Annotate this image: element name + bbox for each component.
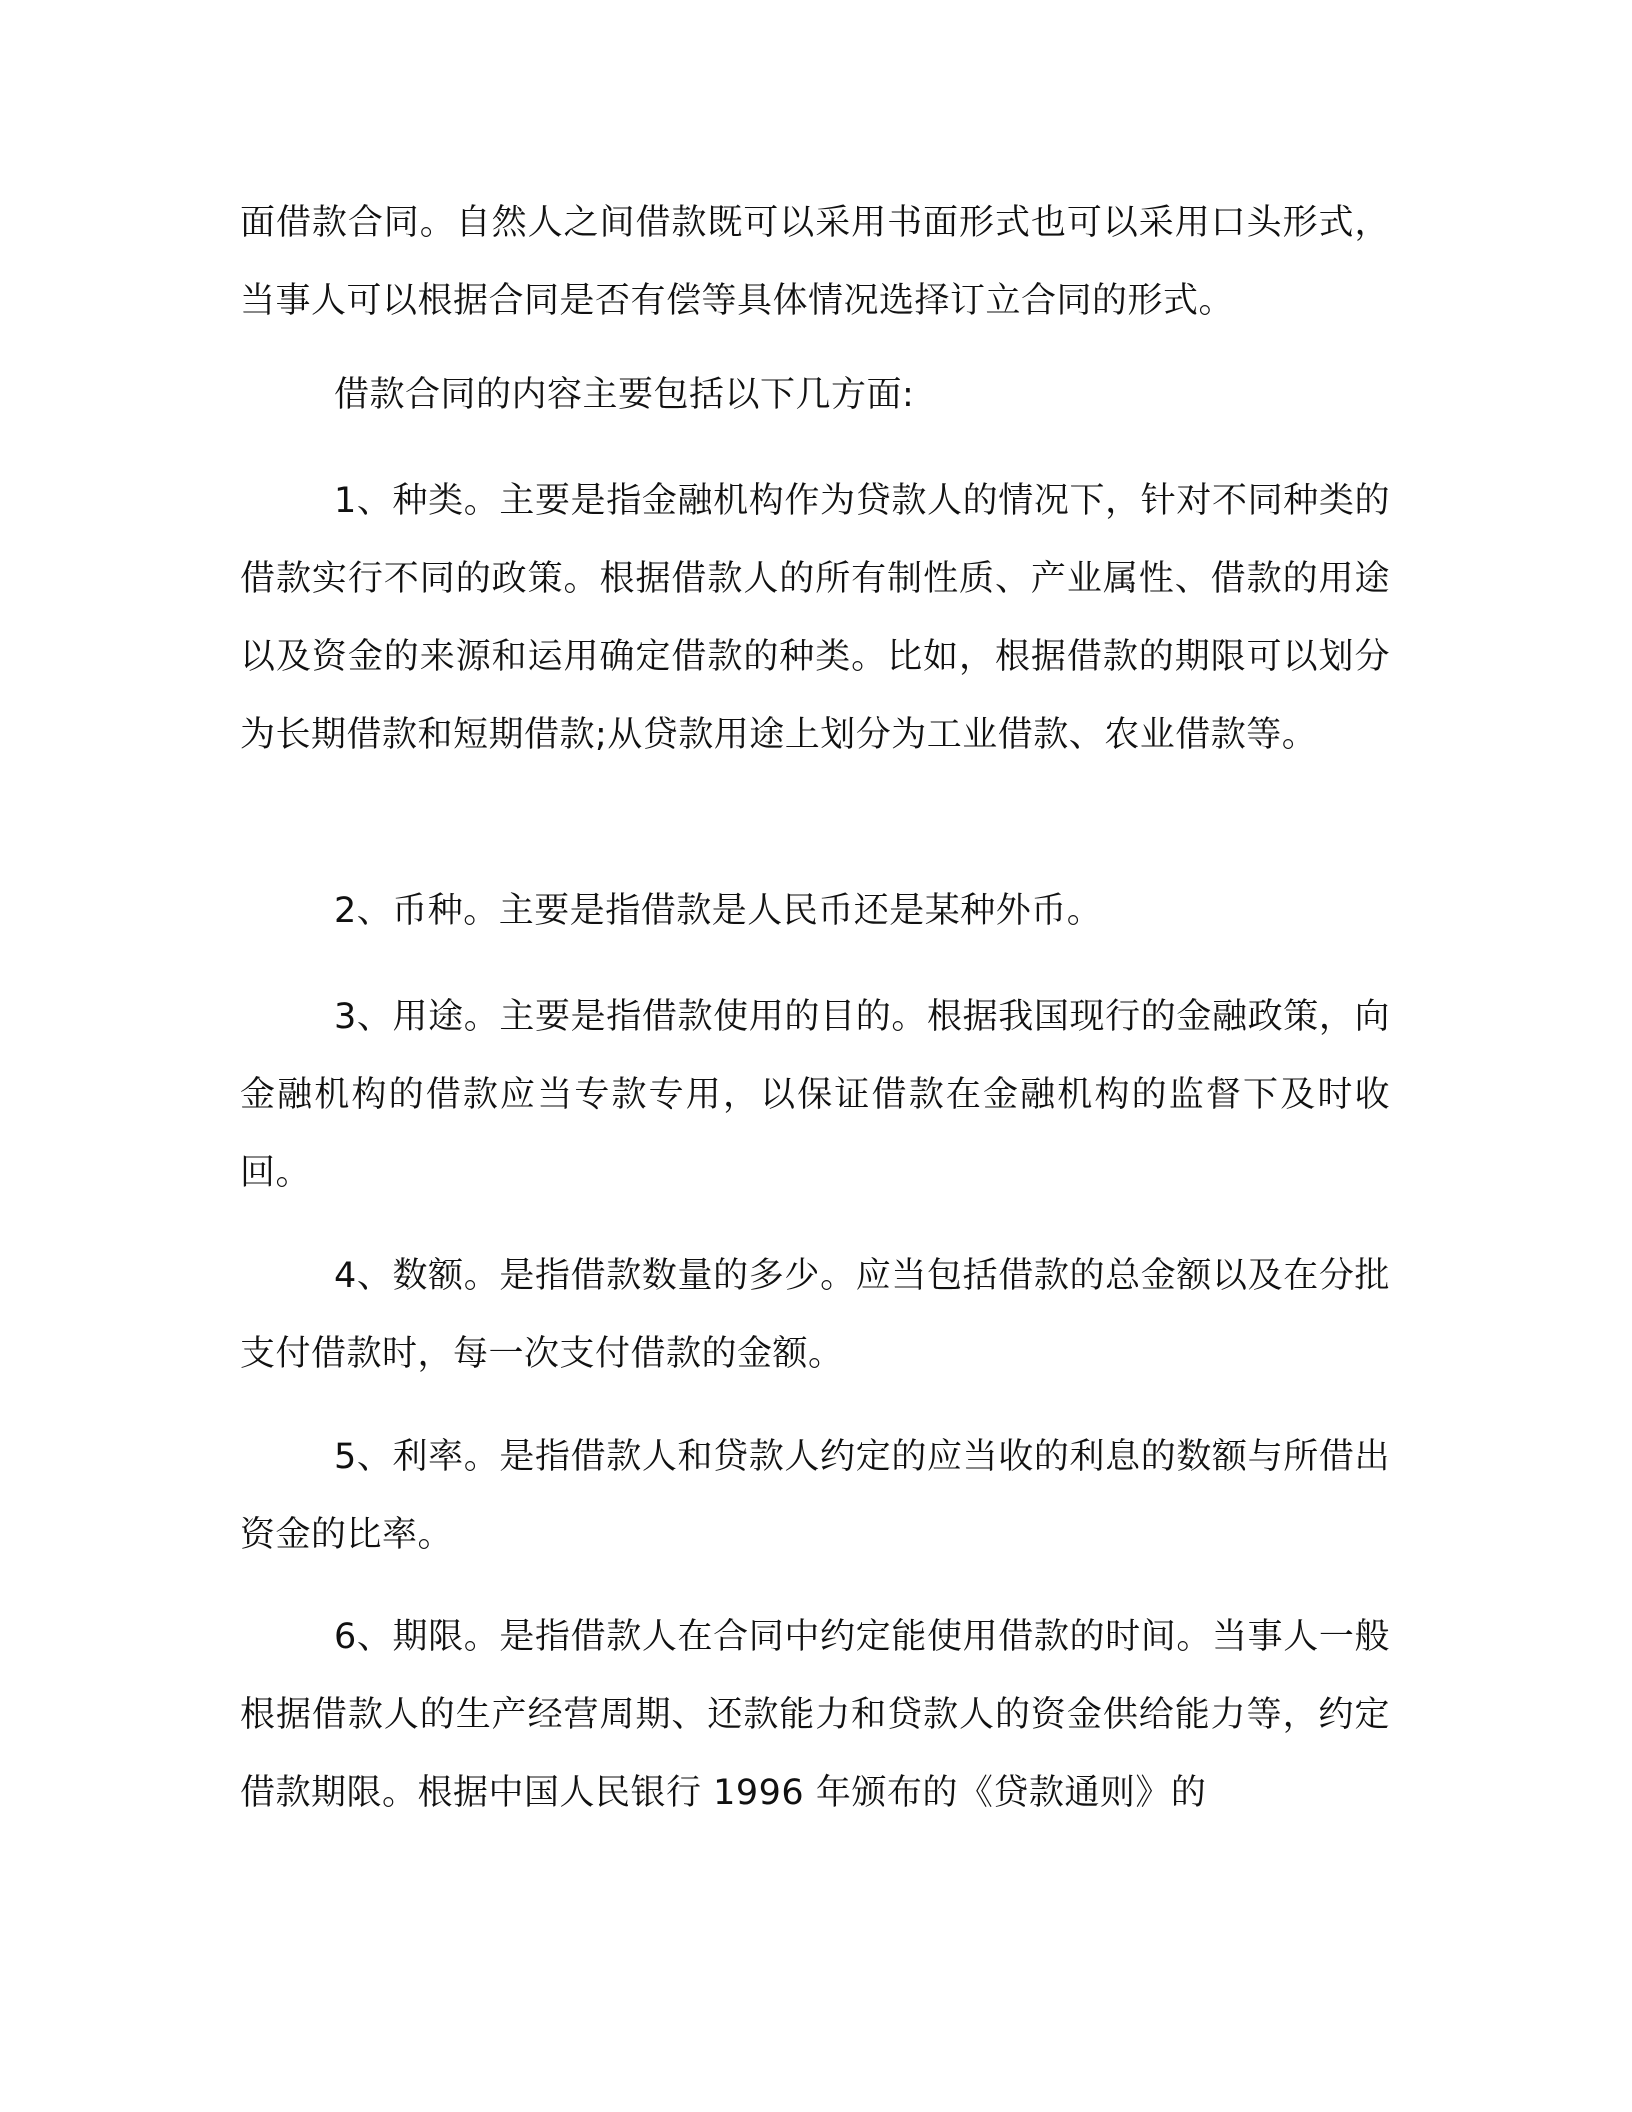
paragraph-item-2: 2、币种。主要是指借款是人民币还是某种外币。 [334, 891, 1103, 931]
paragraph-item-6: 6、期限。是指借款人在合同中约定能使用借款的时间。当事人一般根据借款人的生产经营周期、还款能力和贷款人的资金供给能力等，约定借款期限。根据中国人民银行 1996 年颁布的《贷款通则》的 [240, 1617, 1390, 1813]
paragraph-item-1: 1、种类。主要是指金融机构作为贷款人的情况下，针对不同种类的借款实行不同的政策。根据借款人的所有制性质、产业属性、借款的用途以及资金的来源和运用确定借款的种类。比如，根据借款的期限可以划分为长期借款和短期借款;从贷款用途上划分为工业借款、农业借款等。 [240, 481, 1390, 755]
paragraph-intro: 借款合同的内容主要包括以下几方面: [334, 375, 915, 415]
paragraph-item-5: 5、利率。是指借款人和贷款人约定的应当收的利息的数额与所借出资金的比率。 [240, 1437, 1390, 1555]
paragraph-item-4: 4、数额。是指借款数量的多少。应当包括借款的总金额以及在分批支付借款时，每一次支付借款的金额。 [240, 1256, 1390, 1374]
paragraph-item-3: 3、用途。主要是指借款使用的目的。根据我国现行的金融政策，向金融机构的借款应当专款专用，以保证借款在金融机构的监督下及时收回。 [240, 997, 1390, 1193]
paragraph-continuation: 面借款合同。自然人之间借款既可以采用书面形式也可以采用口头形式，当事人可以根据合同是否有偿等具体情况选择订立合同的形式。 [240, 203, 1390, 321]
